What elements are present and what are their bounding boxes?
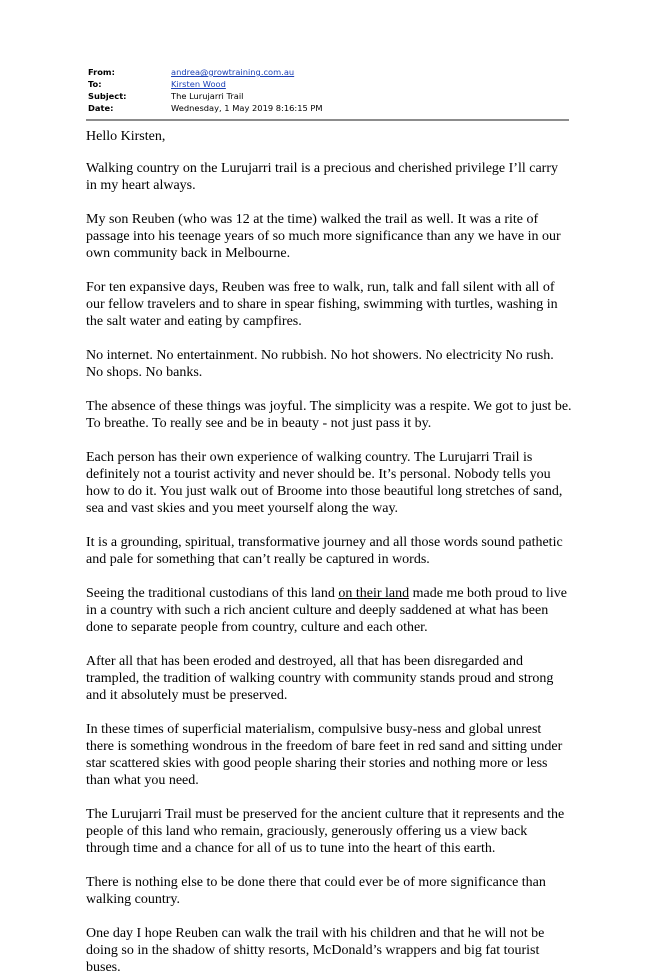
underlined-phrase: on their land: [338, 586, 410, 601]
body-paragraph: After all that has been eroded and destroyed, all that has been disregarded and trampled, the tradition of walking country with community stands proud and strong and it absolutely must be preserved.: [86, 654, 554, 703]
body-paragraph: It is a grounding, spiritual, transformative journey and all those words sound pathetic and pale for something that can’t really be captured in words.: [86, 535, 563, 567]
body-paragraph: No internet. No entertainment. No rubbish. No hot showers. No electricity No rush. No shops. No banks.: [86, 348, 554, 380]
body-paragraph: Each person has their own experience of walking country. The Lurujarri Trail is definitely not a tourist activity and never should be. It’s personal. Nobody tells you how to do it. You just walk out of Broome into those beautiful long stretches of sand, sea and vast skies and you meet yourself along the way.: [86, 450, 563, 516]
body-paragraph: The Lurujarri Trail must be preserved for the ancient culture that it represents and the people of this land who remain, graciously, generously offering us a view back through time and a chance for all of us to tune into the heart of this earth.: [86, 807, 565, 856]
body-paragraph: There is nothing else to be done there that could ever be of more significance than walking country.: [86, 875, 546, 907]
subject-value: The Lurujarri Trail: [171, 91, 244, 101]
body-paragraph: One day I hope Reuben can walk the trail with his children and that he will not be doing so in the shadow of shitty resorts, McDonald’s wrappers and big fat tourist buses.: [86, 926, 545, 975]
body-paragraph: The absence of these things was joyful. The simplicity was a respite. We got to just be. To breathe. To really see and be in beauty - not just pass it by.: [86, 399, 572, 431]
body-paragraph: For ten expansive days, Reuben was free to walk, run, talk and fall silent with all of our fellow travelers and to share in spear fishing, swimming with turtles, washing in the salt water and eating by campfires.: [86, 280, 558, 329]
body-paragraph-custodians: [86, 585, 572, 636]
body-paragraph: My son Reuben (who was 12 at the time) walked the trail as well. It was a rite of passage into his teenage years of so much more significance than any we have in our own community back in Melbourne.: [86, 212, 561, 261]
email-body: [86, 128, 572, 976]
from-row: [88, 66, 570, 78]
date-row: [88, 102, 570, 114]
to-label: To:: [88, 79, 102, 89]
to-recipient-link[interactable]: Kirsten Wood: [171, 79, 226, 89]
to-row: [88, 78, 570, 90]
date-value: Wednesday, 1 May 2019 8:16:15 PM: [171, 103, 323, 113]
custodians-text-before: Seeing the traditional custodians of this land: [86, 586, 339, 601]
subject-row: [88, 90, 570, 102]
custodians-text-after: made me both proud to live in a country with such a rich ancient culture and deeply saddened at what has been done to separate people from country, culture and each other.: [86, 586, 567, 635]
from-label: From:: [88, 67, 115, 77]
body-paragraph: Walking country on the Lurujarri trail is a precious and cherished privilege I’ll carry in my heart always.: [86, 161, 558, 193]
subject-label: Subject:: [88, 91, 127, 101]
from-email-link[interactable]: andrea@growtraining.com.au: [171, 67, 295, 77]
greeting: Hello Kirsten,: [86, 129, 166, 144]
header-divider: [86, 119, 569, 121]
body-paragraph: In these times of superficial materialism, compulsive busy-ness and global unrest there is something wondrous in the freedom of bare feet in red sand and sitting under star scattered skies with good people sharing their stories and nothing more or less than what you need.: [86, 722, 563, 788]
date-label: Date:: [88, 103, 114, 113]
email-header: [88, 66, 570, 114]
